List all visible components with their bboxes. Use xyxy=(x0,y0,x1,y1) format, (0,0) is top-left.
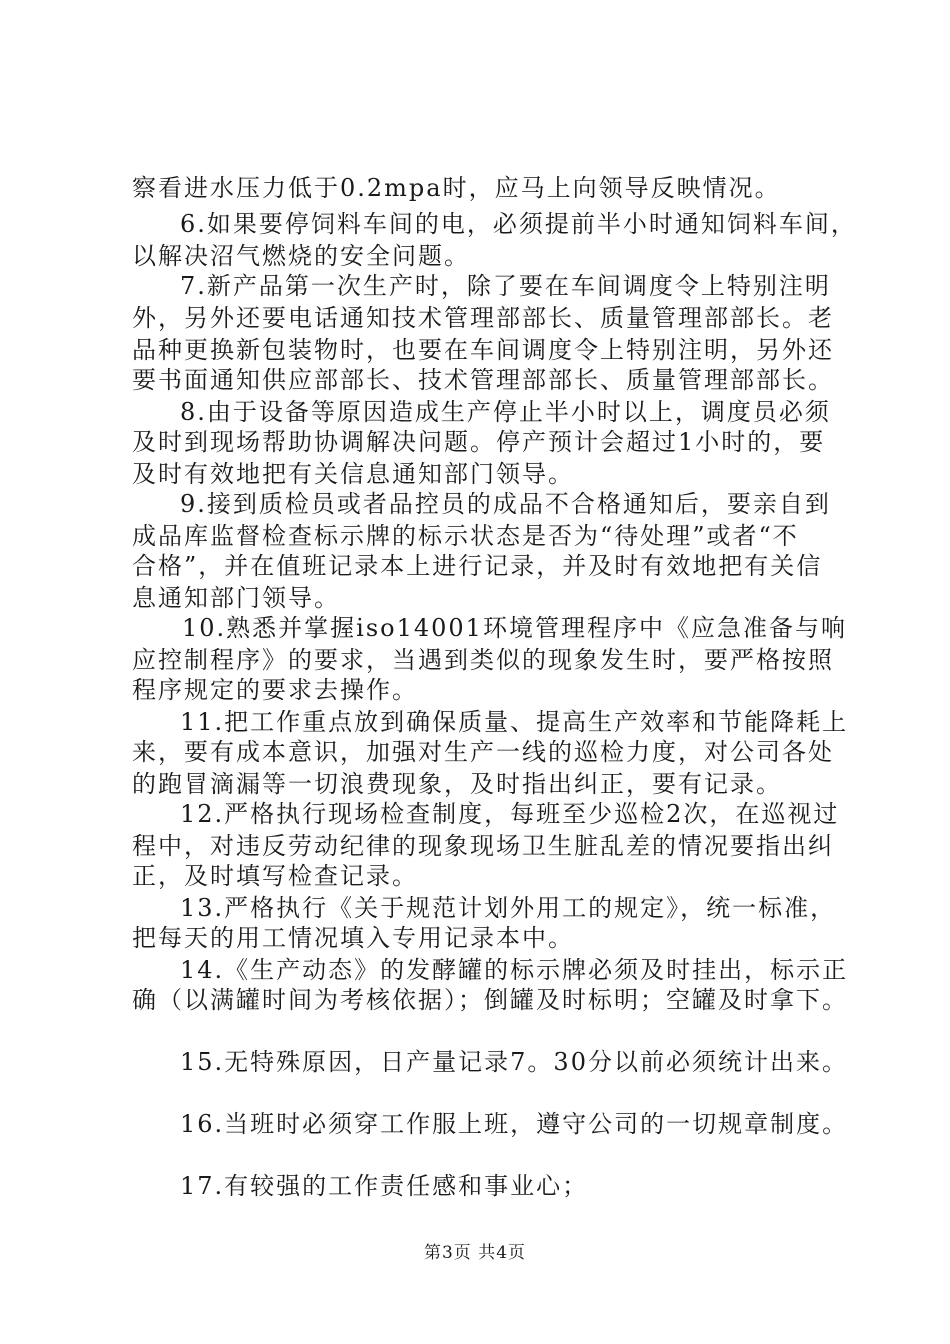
text-line: 察看进水压力低于0.2mpa时，应马上向领导反映情况。 xyxy=(132,174,781,202)
text-line: 把每天的用工情况填入专用记录本中。 xyxy=(132,924,574,952)
text-line: 及时到现场帮助协调解决问题。停产预计会超过1小时的，要 xyxy=(132,428,826,456)
text-line: 15.无特殊原因，日产量记录7。30分以前必须统计出来。 xyxy=(180,1048,848,1076)
page-number-footer: 第3页 共4页 xyxy=(423,1243,527,1263)
text-line: 品种更换新包装物时，也要在车间调度令上特别注明，另外还 xyxy=(132,336,834,364)
text-line: 14.《生产动态》的发酵罐的标示牌必须及时挂出，标示正 xyxy=(180,956,849,984)
text-line: 9.接到质检员或者品控员的成品不合格通知后，要亲自到 xyxy=(180,490,831,518)
text-line: 息通知部门领导。 xyxy=(132,584,340,612)
text-line: 的跑冒滴漏等一切浪费现象，及时指出纠正，要有记录。 xyxy=(132,770,782,798)
text-line: 16.当班时必须穿工作服上班，遵守公司的一切规章制度。 xyxy=(180,1110,849,1138)
text-line: 成品库监督检查标示牌的标示状态是否为“待处理”或者“不 xyxy=(132,522,799,550)
text-line: 13.严格执行《关于规范计划外用工的规定》，统一标准， xyxy=(180,894,837,922)
text-line: 及时有效地把有关信息通知部门领导。 xyxy=(132,460,574,488)
text-line: 以解决沼气燃烧的安全问题。 xyxy=(132,242,470,270)
text-line: 合格”，并在值班记录本上进行记录，并及时有效地把有关信 xyxy=(132,552,823,580)
text-line: 程中，对违反劳动纪律的现象现场卫生脏乱差的情况要指出纠 xyxy=(132,832,834,860)
text-line: 6.如果要停饲料车间的电，必须提前半小时通知饲料车间， xyxy=(180,210,857,238)
text-line: 正，及时填写检查记录。 xyxy=(132,862,418,890)
text-line: 7.新产品第一次生产时，除了要在车间调度令上特别注明 xyxy=(180,272,831,300)
text-line: 要书面通知供应部部长、技术管理部部长、质量管理部部长。 xyxy=(132,366,834,394)
text-line: 程序规定的要求去操作。 xyxy=(132,676,418,704)
text-line: 外，另外还要电话通知技术管理部部长、质量管理部部长。老 xyxy=(132,304,834,332)
text-line: 应控制程序》的要求，当遇到类似的现象发生时，要严格按照 xyxy=(132,646,834,674)
text-line: 确（以满罐时间为考核依据）；倒罐及时标明；空罐及时拿下。 xyxy=(132,986,848,1014)
text-line: 8.由于设备等原因造成生产停止半小时以上，调度员必须 xyxy=(180,398,831,426)
text-line: 11.把工作重点放到确保质量、提高生产效率和节能降耗上 xyxy=(180,708,849,736)
text-line: 来，要有成本意识，加强对生产一线的巡检力度，对公司各处 xyxy=(132,738,834,766)
text-line: 17.有较强的工作责任感和事业心； xyxy=(180,1172,589,1200)
text-line: 10.熟悉并掌握iso14001环境管理程序中《应急准备与响 xyxy=(182,614,847,642)
text-line: 12.严格执行现场检查制度，每班至少巡检2次，在巡视过 xyxy=(180,800,840,828)
